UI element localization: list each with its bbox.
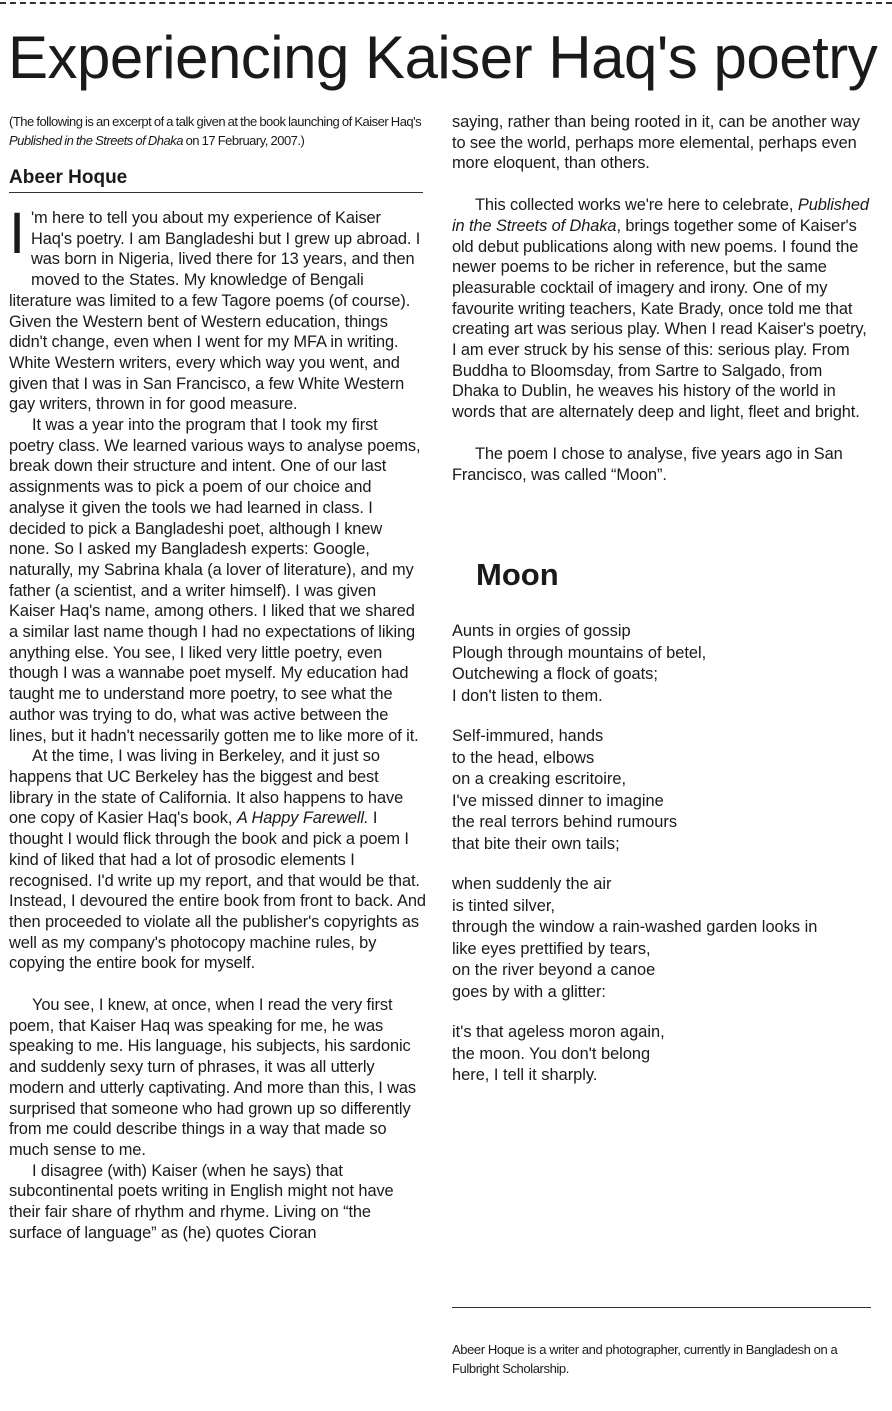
poem-stanza-4 bbox=[452, 1022, 872, 1087]
poem-line: Plough through mountains of betel, bbox=[452, 643, 707, 662]
poem-line: is tinted silver, bbox=[452, 896, 555, 915]
paragraph-3-text-end: I thought I would flick through the book and pick a poem I kind of liked that had a lot of prosodic elements I recognised. I'd write up my report, and that would be that. Instead, I devoured the entire book from front to back. And then proceeded to violate all the publisher's copyrights as well as my company's photocopy machine rules, by copying the entire book for myself. bbox=[9, 809, 426, 973]
drop-cap: I bbox=[9, 201, 26, 266]
poem-title: Moon bbox=[476, 557, 559, 593]
author-bio: Abeer Hoque is a writer and photographer, currently in Bangladesh on a Fulbright Scholarship. bbox=[452, 1342, 838, 1376]
right-column bbox=[452, 112, 872, 1087]
book-title-published: Published in the Streets of Dhaka bbox=[452, 196, 869, 235]
poem-line: to the head, elbows bbox=[452, 748, 595, 767]
poem-line: here, I tell it sharply. bbox=[452, 1066, 598, 1085]
intro-date: on 17 February, 2007.) bbox=[182, 133, 305, 148]
paragraph-6: saying, rather than being rooted in it, can be another way to see the world, perhaps more elemental, perhaps even more eloquent, than others. bbox=[452, 113, 860, 173]
top-dashed-border bbox=[0, 2, 892, 4]
poem-line: I've missed dinner to imagine bbox=[452, 791, 664, 810]
paragraph-3-text: At the time, I was living in Berkeley, and it just so happens that UC Berkeley has the biggest and best library in the state of California. It also happens to have one copy of Kasier Haq's book, bbox=[9, 747, 404, 828]
intro-text: (The following is an excerpt of a talk given at the book launching of Kaiser Haq's bbox=[9, 114, 422, 129]
paragraph-8: The poem I chose to analyse, five years ago in San Francisco, was called “Moon”. bbox=[452, 444, 843, 484]
book-title-happy-farewell: A Happy Farewell. bbox=[236, 809, 369, 828]
poem-line: on the river beyond a canoe bbox=[452, 961, 656, 980]
paragraph-3 bbox=[9, 746, 426, 974]
poem-line: through the window a rain-washed garden looks in bbox=[452, 918, 818, 937]
paragraph-5: I disagree (with) Kaiser (when he says) that subcontinental poets writing in English might not have their fair share of rhythm and rhyme. Living on “the surface of language” as (he) quotes Cioran bbox=[9, 1161, 394, 1242]
paragraph-2: It was a year into the program that I took my first poetry class. We learned various ways to analyse poems, break down their structure and intent. One of our last assignments was to pick a poem of our choice and analyse it given the tools we had learned in class. I decided to pick a Bangladeshi poet, although I knew none. So I asked my Bangladesh experts: Google, naturally, my Sabrina khala (a lover of literature), and my father (a scientist, and a writer himself). I was given Kaiser Haq's name, among others. I liked that we shared a similar last name though I had no expectations of liking anything else. You see, I liked very little poetry, even though I was a wannabe poet myself. My education had taught me to understand more poetry, to see what the author was trying to do, what was active between the lines, but it hadn't necessarily gotten me to like more of it. bbox=[9, 416, 421, 745]
poem-line: on a creaking escritoire, bbox=[452, 770, 627, 789]
left-column bbox=[9, 112, 426, 1243]
poem-stanza-1 bbox=[452, 621, 872, 707]
poem-line: Outchewing a flock of goats; bbox=[452, 665, 658, 684]
paragraph-4: You see, I knew, at once, when I read the very first poem, that Kaiser Haq was speaking for me, he was speaking to me. His language, his subjects, his sardonic and suddenly sexy turn of phrases, it was all utterly modern and utterly captivating. And more than this, I was surprised that someone who had grown up so differently from me could describe things in a way that made so much sense to me. bbox=[9, 996, 417, 1159]
poem-line: the real terrors behind rumours bbox=[452, 813, 678, 832]
paragraph-7-text: This collected works we're here to celebrate, bbox=[475, 196, 798, 215]
intro-note bbox=[9, 112, 426, 150]
poem-line: Self-immured, hands bbox=[452, 727, 604, 746]
paragraph-1 bbox=[9, 201, 426, 415]
poem-line: Aunts in orgies of gossip bbox=[452, 622, 631, 641]
author-byline: Abeer Hoque bbox=[9, 167, 423, 193]
poem-stanza-2 bbox=[452, 726, 872, 855]
paragraph-7-text-end: , brings together some of Kaiser's old debut publications along with new poems. I found the newer poems to be richer in reference, but the same pleasurable cocktail of imagery and irony. One of my favourite writing teachers, Kate Brady, once told me that creating art was serious play. When I read Kaiser's poetry, I am ever struck by his sense of this: serious play. From Buddha to Bloomsday, from Sartre to Salgado, from Dhaka to Dublin, he weaves his history of the world in words that are alternately deep and light, fleet and bright. bbox=[452, 216, 867, 422]
article-title: Experiencing Kaiser Haq's poetry bbox=[8, 24, 878, 91]
poem-line: it's that ageless moron again, bbox=[452, 1023, 665, 1042]
poem-stanza-3 bbox=[452, 874, 872, 1003]
poem-line: I don't listen to them. bbox=[452, 686, 603, 705]
poem-line: that bite their own tails; bbox=[452, 834, 620, 853]
paragraph-1-text: 'm here to tell you about my experience of Kaiser Haq's poetry. I am Bangladeshi but I grew up abroad. I was born in Nigeria, lived there for 13 years, and then moved to the States. My knowledge of Bengali literature was limited to a few Tagore poems (of course). Given the Western bent of Western education, things didn't change, even when I went for my MFA in writing. White Western writers, every which way you went, and given that I was in San Francisco, a few White Western gay writers, thrown in for good measure. bbox=[9, 209, 421, 414]
bio-divider bbox=[452, 1307, 871, 1308]
poem-line: goes by with a glitter: bbox=[452, 982, 606, 1001]
poem-line: like eyes prettified by tears, bbox=[452, 939, 651, 958]
paragraph-7 bbox=[452, 195, 872, 423]
intro-book-title: Published in the Streets of Dhaka bbox=[9, 133, 183, 148]
poem-line: the moon. You don't belong bbox=[452, 1044, 651, 1063]
poem-line: when suddenly the air bbox=[452, 875, 612, 894]
